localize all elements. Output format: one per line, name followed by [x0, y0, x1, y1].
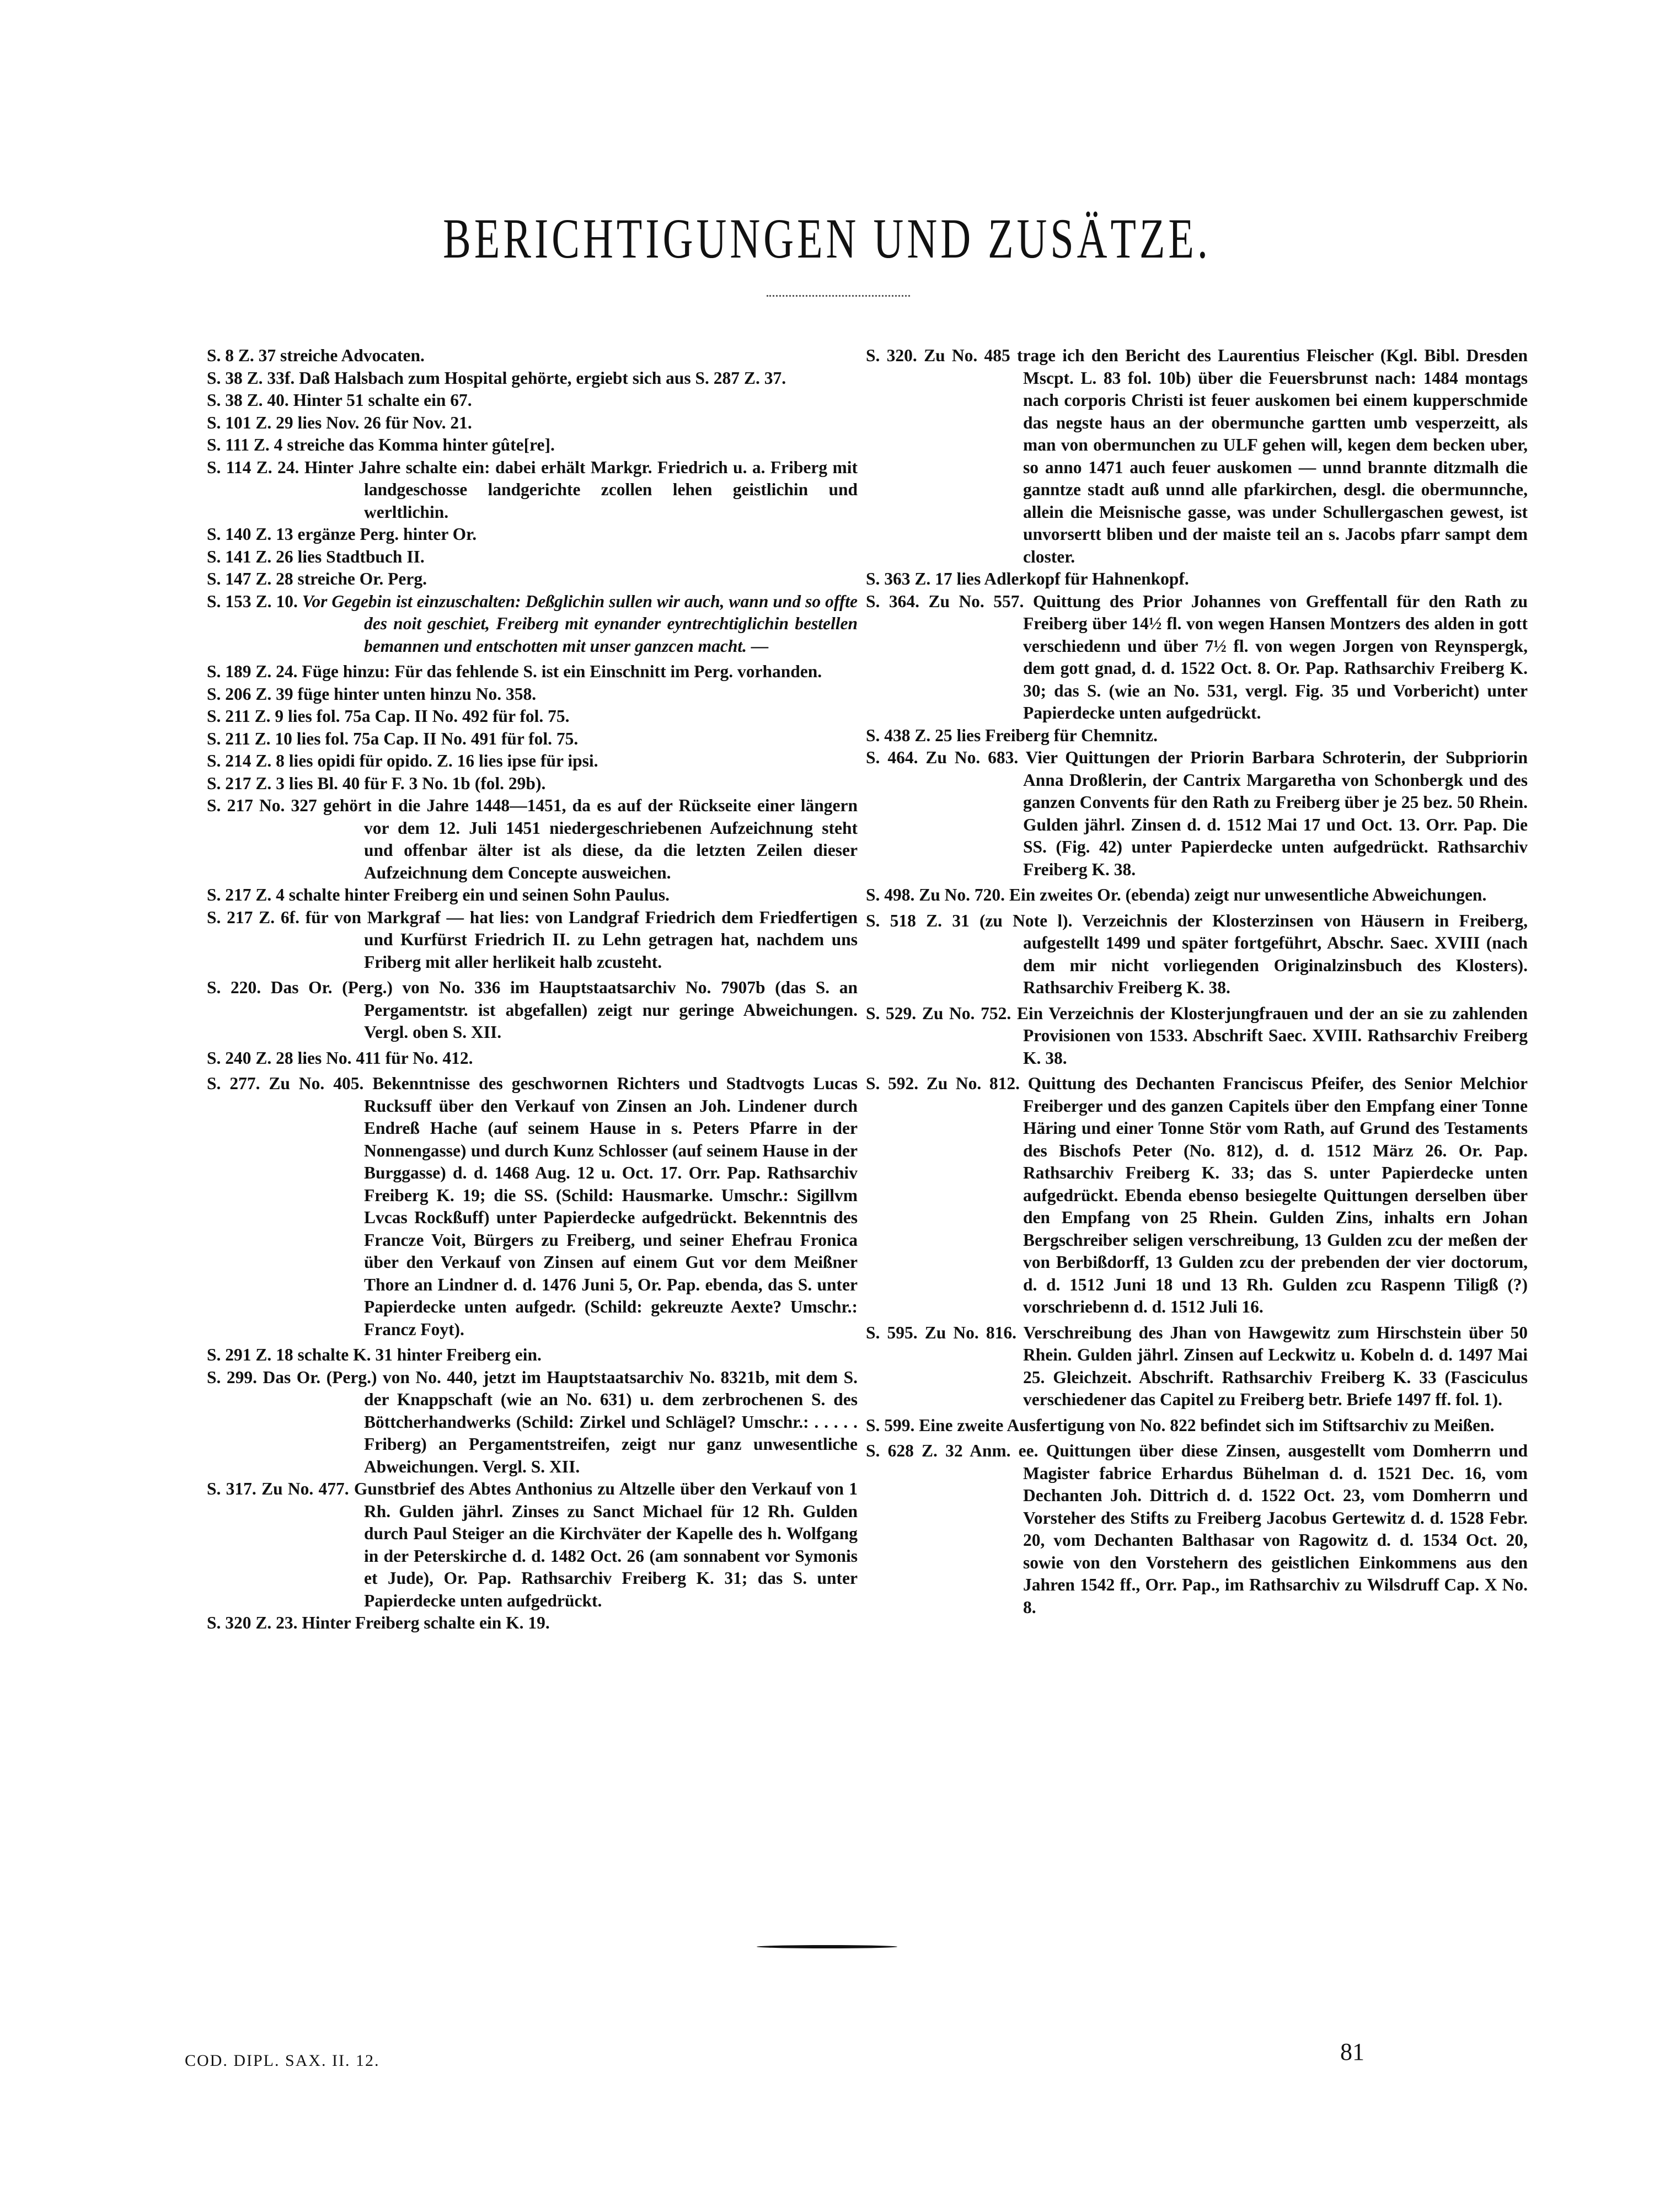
- entry-ref: S. 211 Z. 9: [207, 706, 284, 726]
- correction-entry: [207, 705, 858, 728]
- correction-entry: [866, 1415, 1528, 1437]
- correction-entry: [207, 1344, 858, 1367]
- entry-text: lies No. 411 für No. 412.: [297, 1048, 473, 1068]
- entry-text: Das Or. (Perg.) von No. 440, jetzt im Hauptstaatsarchiv No. 8321b, mit dem S. der Knappschaft (wie an No. 631) u. dem zerbrochenen S. des Böttcherhandwerks (Schild: Zirkel und Schlägel? Umschr.: . . . . . Friberg) an Pergamentstreifen, zeigt nur ganz unwesentliche Abweichungen. Vergl. S. XII.: [263, 1367, 858, 1476]
- entry-text: ergänze Perg. hinter Or.: [297, 524, 477, 544]
- entry-text: füge hinter unten hinzu No. 358.: [297, 684, 537, 704]
- title-divider: [767, 295, 910, 297]
- entry-ref: S. 147 Z. 28: [207, 569, 293, 588]
- correction-entry: [207, 977, 858, 1044]
- correction-entry: [207, 523, 858, 546]
- correction-entry: [207, 1047, 858, 1070]
- entry-ref: S. 211 Z. 10: [207, 729, 292, 748]
- entry-text: Hinter 51 schalte ein 67.: [293, 390, 472, 410]
- entry-ref: S. 114 Z. 24.: [207, 457, 299, 477]
- entry-ref: S. 214 Z. 8: [207, 751, 285, 770]
- correction-entry: [866, 747, 1528, 881]
- entry-text: Verzeichnis der Klosterzinsen von Häusern in Freiberg, aufgestellt 1499 und später fortgeführt, Abschr. Saec. XVIII (nach dem mir nicht vorliegenden Originalzinsbuch des Klosters). Rathsarchiv Freiberg K. 38.: [1023, 910, 1528, 997]
- entry-text: Zu No. 720. Ein zweites Or. (ebenda) zeigt nur unwesentliche Abweichungen.: [919, 885, 1487, 904]
- entry-text: Daß Halsbach zum Hospital gehörte, ergiebt sich aus S. 287 Z. 37.: [299, 368, 786, 388]
- entry-text: Zu No. 557. Quittung des Prior Johannes von Greffentall für den Rath zu Freiberg über 14½ fl. von wegen Hansen Montzers des alden in gott verschiedenn und über 7½ fl. von wegen Jorgen von Reynspergk, dem gott gnad, d. d. 1522 Oct. 8. Or. Pap. Rathsarchiv Freiberg K. 30; das S. (wie an No. 531, vergl. Fig. 35 und Vorbericht) unter Papierdecke unten aufgedrückt.: [928, 591, 1528, 722]
- entry-ref: S. 141 Z. 26: [207, 547, 293, 566]
- entry-text: Zu No. 683. Vier Quittungen der Priorin Barbara Schroterin, der Subpriorin Anna Droßlerin, der Cantrix Margaretha von Schonbergk und des ganzen Convents für den Rath zu Freiberg über je 25 bez. 50 Rhein. Gulden jährl. Zinsen d. d. 1512 Mai 17 und Oct. 13. Orr. Pap. Die SS. (Fig. 42) unter Papierdecke unten aufgedrückt. Rathsarchiv Freiberg K. 38.: [925, 748, 1528, 879]
- entry-ref: S. 8 Z. 37: [207, 346, 276, 365]
- entry-text: lies fol. 75a Cap. II No. 492 für fol. 75.: [288, 706, 570, 726]
- correction-entry: [207, 412, 858, 435]
- entry-ref: S. 217 No. 327: [207, 796, 317, 815]
- correction-entry: [207, 1478, 858, 1612]
- correction-entry: [866, 591, 1528, 725]
- entry-text: lies Stadtbuch II.: [297, 547, 425, 566]
- entry-text: für von Markgraf — hat lies: von Landgraf Friedrich dem Friedfertigen und Kurfürst Friedrich II. zu Lehn getragen hat, nachdem uns Friberg mit aller herlikeit halb zcusteht.: [305, 907, 858, 972]
- correction-entry: [207, 683, 858, 706]
- entry-text: Zu No. 816. Verschreibung des Jhan von Hawgewitz zum Hirschstein über 50 Rhein. Gulden jährl. Zinsen auf Leckwitz u. Kobeln d. d. 1497 Mai 25. Gleichzeit. Abschrift. Rathsarchiv Freiberg K. 33 (Fasciculus verschiedener das Capitel zu Freiberg betr. Briefe 1497 ff. fol. 1).: [924, 1322, 1528, 1409]
- entry-text: streiche Or. Perg.: [297, 569, 427, 588]
- correction-entry: [207, 773, 858, 795]
- correction-entry: [207, 457, 858, 524]
- entry-ref: S. 101 Z. 29: [207, 413, 293, 432]
- entry-ref: S. 595.: [866, 1322, 918, 1342]
- entry-text: Zu No. 485 trage ich den Bericht des Laurentius Fleischer (Kgl. Bibl. Dresden Mscpt. L. 83 fol. 10b) über die Feuersbrunst nach: 1484 montags nach corporis Christi ist feuer auskomen bei einem kupperschmide das negste haus an der obermunche gartten umb vesperzeitt, als man von obermunchen zu ULF gehen will, kegen dem becken uber, so anno 1471 auch feuer auskomen — unnd brannte ditzmalh die ganntze stadt auß unnd alle pfarkirchen, desgl. die obermunnche, allein die Meisnische gasse, was under Schullergaschen gewest, ist unvorsertt bliben und der maiste teil an s. Jacobs pfarr sampt dem closter.: [924, 346, 1528, 566]
- correction-entry: [207, 907, 858, 974]
- entry-ref: S. 364.: [866, 591, 919, 611]
- right-column: [866, 345, 1528, 1619]
- entry-ref: S. 592.: [866, 1074, 919, 1093]
- correction-entry: [207, 1073, 858, 1341]
- correction-entry: [207, 661, 858, 683]
- correction-entry: [866, 345, 1528, 568]
- entry-ref: S. 217 Z. 3: [207, 773, 285, 793]
- correction-entry: [866, 1440, 1528, 1619]
- entry-text: Vor Gegebin ist einzuschalten: Deßglichin sullen wir auch, wann und so offte des noit geschiet, Freiberg mit eynander eyntrechtiglichin bestellen bemannen und entschotten mit unser ganzcen macht. —: [302, 591, 858, 656]
- entry-ref: S. 217 Z. 6f.: [207, 907, 299, 927]
- entry-ref: S. 220.: [207, 978, 261, 997]
- entry-ref: S. 628 Z. 32 Anm. ee.: [866, 1441, 1039, 1460]
- correction-entry: [207, 434, 858, 457]
- entry-ref: S. 38 Z. 40.: [207, 390, 289, 410]
- entry-ref: S. 363 Z. 17: [866, 569, 952, 588]
- correction-entry: [207, 591, 858, 658]
- correction-entry: [207, 750, 858, 773]
- correction-entry: [207, 546, 858, 569]
- end-divider: [757, 1945, 897, 1948]
- entry-text: lies Adlerkopf für Hahnenkopf.: [956, 569, 1189, 588]
- entry-text: Zu No. 752. Ein Verzeichnis der Klosterjungfrauen und der an sie zu zahlenden Provisionen von 1533. Abschrift Saec. XVIII. Rathsarchiv Freiberg K. 38.: [922, 1003, 1528, 1068]
- entry-ref: S. 153 Z. 10.: [207, 591, 298, 611]
- correction-entry: [866, 725, 1528, 747]
- entry-ref: S. 498.: [866, 885, 915, 904]
- entry-text: lies Nov. 26 für Nov. 21.: [297, 413, 472, 432]
- page-number: 81: [1340, 2038, 1364, 2065]
- entry-text: Hinter Freiberg schalte ein K. 19.: [302, 1613, 550, 1632]
- entry-text: Hinter Jahre schalte ein: dabei erhält Markgr. Friedrich u. a. Friberg mit landgeschosse landgerichte zcollen lehen geistlichin und werltlichin.: [304, 457, 858, 522]
- entry-text: streiche das Komma hinter gûte[re].: [287, 435, 555, 454]
- entry-text: lies opidi für opido. Z. 16 lies ipse für ipsi.: [288, 751, 598, 770]
- correction-entry: [207, 568, 858, 591]
- correction-entry: [207, 795, 858, 884]
- entry-ref: S. 240 Z. 28: [207, 1048, 293, 1068]
- entry-text: Eine zweite Ausfertigung von No. 822 befindet sich im Stiftsarchiv zu Meißen.: [919, 1415, 1495, 1435]
- entry-text: schalte hinter Freiberg ein und seinen Sohn Paulus.: [288, 885, 670, 904]
- correction-entry: [866, 1073, 1528, 1319]
- entry-ref: S. 217 Z. 4: [207, 885, 285, 904]
- entry-text: Zu No. 405. Bekenntnisse des geschwornen Richters und Stadtvogts Lucas Rucksuff über den Verkauf von Zinsen an Joh. Lindener durch Endreß Hache (auf seinem Hause in s. Peters Pfarre in der Nonnengasse) und durch Kunz Schlosser (auf seinem Hause in der Burggasse) d. d. 1468 Aug. 12 u. Oct. 17. Orr. Pap. Rathsarchiv Freiberg K. 19; die SS. (Schild: Hausmarke. Umschr.: Sigillvm Lvcas Rockßuff) unter Papierdecke aufgedrückt. Bekenntnis des Francze Voit, Bürgers zu Freiberg, und seiner Ehefrau Fronica über den Verkauf von Zinsen auf einem Gut vor dem Meißner Thore an Lindner d. d. 1476 Juni 5, Or. Pap. ebenda, das S. unter Papierdecke unten aufgedr. (Schild: gekreuzte Aexte? Umschr.: Francz Foyt).: [269, 1074, 858, 1339]
- entry-ref: S. 189 Z. 24.: [207, 662, 298, 681]
- entry-ref: S. 206 Z. 39: [207, 684, 293, 704]
- correction-entry: [207, 884, 858, 907]
- entry-ref: S. 291 Z. 18: [207, 1345, 293, 1364]
- entry-ref: S. 464.: [866, 748, 918, 767]
- entry-text: Quittungen über diese Zinsen, ausgestellt vom Domherrn und Magister fabrice Erhardus Bühelman d. d. 1521 Dec. 16, vom Dechanten Joh. Dittrich d. d. 1522 Oct. 23, vom Domherrn und Vorsteher des Stifts zu Freiberg Jacobus Gertewitz d. d. 1528 Febr. 20, vom Dechanten Balthasar von Ragowitz d. d. 1534 Oct. 20, sowie von den Vorstehern des geistlichen Einkommens aus den Jahren 1542 ff., Orr. Pap., im Rathsarchiv zu Wilsdruff Cap. X No. 8.: [1023, 1441, 1528, 1617]
- entry-text: lies Bl. 40 für F. 3 No. 1b (fol. 29b).: [288, 773, 546, 793]
- correction-entry: [866, 1322, 1528, 1411]
- entry-ref: S. 277.: [207, 1074, 260, 1093]
- entry-ref: S. 438 Z. 25: [866, 725, 952, 745]
- correction-entry: [866, 884, 1528, 907]
- signature-mark: COD. DIPL. SAX. II. 12.: [185, 2052, 380, 2070]
- entry-text: lies Freiberg für Chemnitz.: [956, 725, 1158, 745]
- page-title: BERICHTIGUNGEN UND ZUSÄTZE.: [443, 207, 1211, 270]
- left-column: [207, 345, 858, 1635]
- correction-entry: [866, 568, 1528, 591]
- entry-text: Zu No. 477. Gunstbrief des Abtes Anthonius zu Altzelle über den Verkauf von 1 Rh. Gulden jährl. Zinses zu Sanct Michael für 12 Rh. Gulden durch Paul Steiger an die Kirchväter der Kapelle des h. Wolfgang in der Peterskirche d. d. 1482 Oct. 26 (am sonnabent vor Symonis et Jude), Or. Pap. Rathsarchiv Freiberg K. 31; das S. unter Papierdecke unten aufgedrückt.: [261, 1479, 858, 1610]
- entry-ref: S. 529.: [866, 1003, 917, 1023]
- entry-text: lies fol. 75a Cap. II No. 491 für fol. 75.: [296, 729, 579, 748]
- entry-text: streiche Advocaten.: [280, 346, 425, 365]
- correction-entry: [866, 1003, 1528, 1070]
- entry-ref: S. 140 Z. 13: [207, 524, 293, 544]
- entry-text: gehört in die Jahre 1448—1451, da es auf der Rückseite einer längern vor dem 12. Juli 1451 niedergeschriebenen Aufzeichnung steht und offenbar älter ist als diese, da die letzten Zeilen dieser Aufzeichnung dem Concepte ausweichen.: [323, 796, 858, 882]
- entry-ref: S. 38 Z. 33f.: [207, 368, 295, 388]
- correction-entry: [207, 728, 858, 751]
- entry-ref: S. 299.: [207, 1367, 257, 1387]
- entry-text: Zu No. 812. Quittung des Dechanten Franciscus Pfeifer, des Senior Melchior Freiberger und des ganzen Capitels über den Empfang einer Tonne Häring und einer Tonne Stör vom Rath, auf Grund des Testaments des Bischofs Peter (No. 812), d. d. 1512 März 26. Or. Pap. Rathsarchiv Freiberg K. 33; das S. unter Papierdecke unten aufgedrückt. Ebenda ebenso besiegelte Quittungen derselben über den Empfang von 25 Rhein. Gulden Zins, inhalts ern Johan Bergschreiber seligen verschreibung, 13 Gulden zcu der meßen der von Berbißdorff, 13 Gulden zcu der prebenden der vier doctorum, d. d. 1512 Juni 18 und 13 Rh. Gulden zcu Raspenn Tiligß (?) vorschriebenn d. d. 1512 Juli 16.: [926, 1074, 1528, 1316]
- correction-entry: [207, 1612, 858, 1635]
- correction-entry: [207, 389, 858, 412]
- entry-ref: S. 317.: [207, 1479, 256, 1498]
- correction-entry: [207, 345, 858, 367]
- entry-ref: S. 320 Z. 23.: [207, 1613, 298, 1632]
- correction-entry: [207, 367, 858, 390]
- entry-text: schalte K. 31 hinter Freiberg ein.: [297, 1345, 542, 1364]
- entry-ref: S. 111 Z. 4: [207, 435, 283, 454]
- entry-text: Das Or. (Perg.) von No. 336 im Hauptstaatsarchiv No. 7907b (das S. an Pergamentstr. ist abgefallen) zeigt nur geringe Abweichungen. Vergl. oben S. XII.: [270, 978, 858, 1042]
- entry-ref: S. 518 Z. 31 (zu Note l).: [866, 910, 1073, 930]
- entry-text: Füge hinzu: Für das fehlende S. ist ein Einschnitt im Perg. vorhanden.: [302, 662, 822, 681]
- entry-ref: S. 320.: [866, 346, 917, 365]
- correction-entry: [866, 910, 1528, 999]
- correction-entry: [207, 1367, 858, 1479]
- entry-ref: S. 599.: [866, 1415, 915, 1435]
